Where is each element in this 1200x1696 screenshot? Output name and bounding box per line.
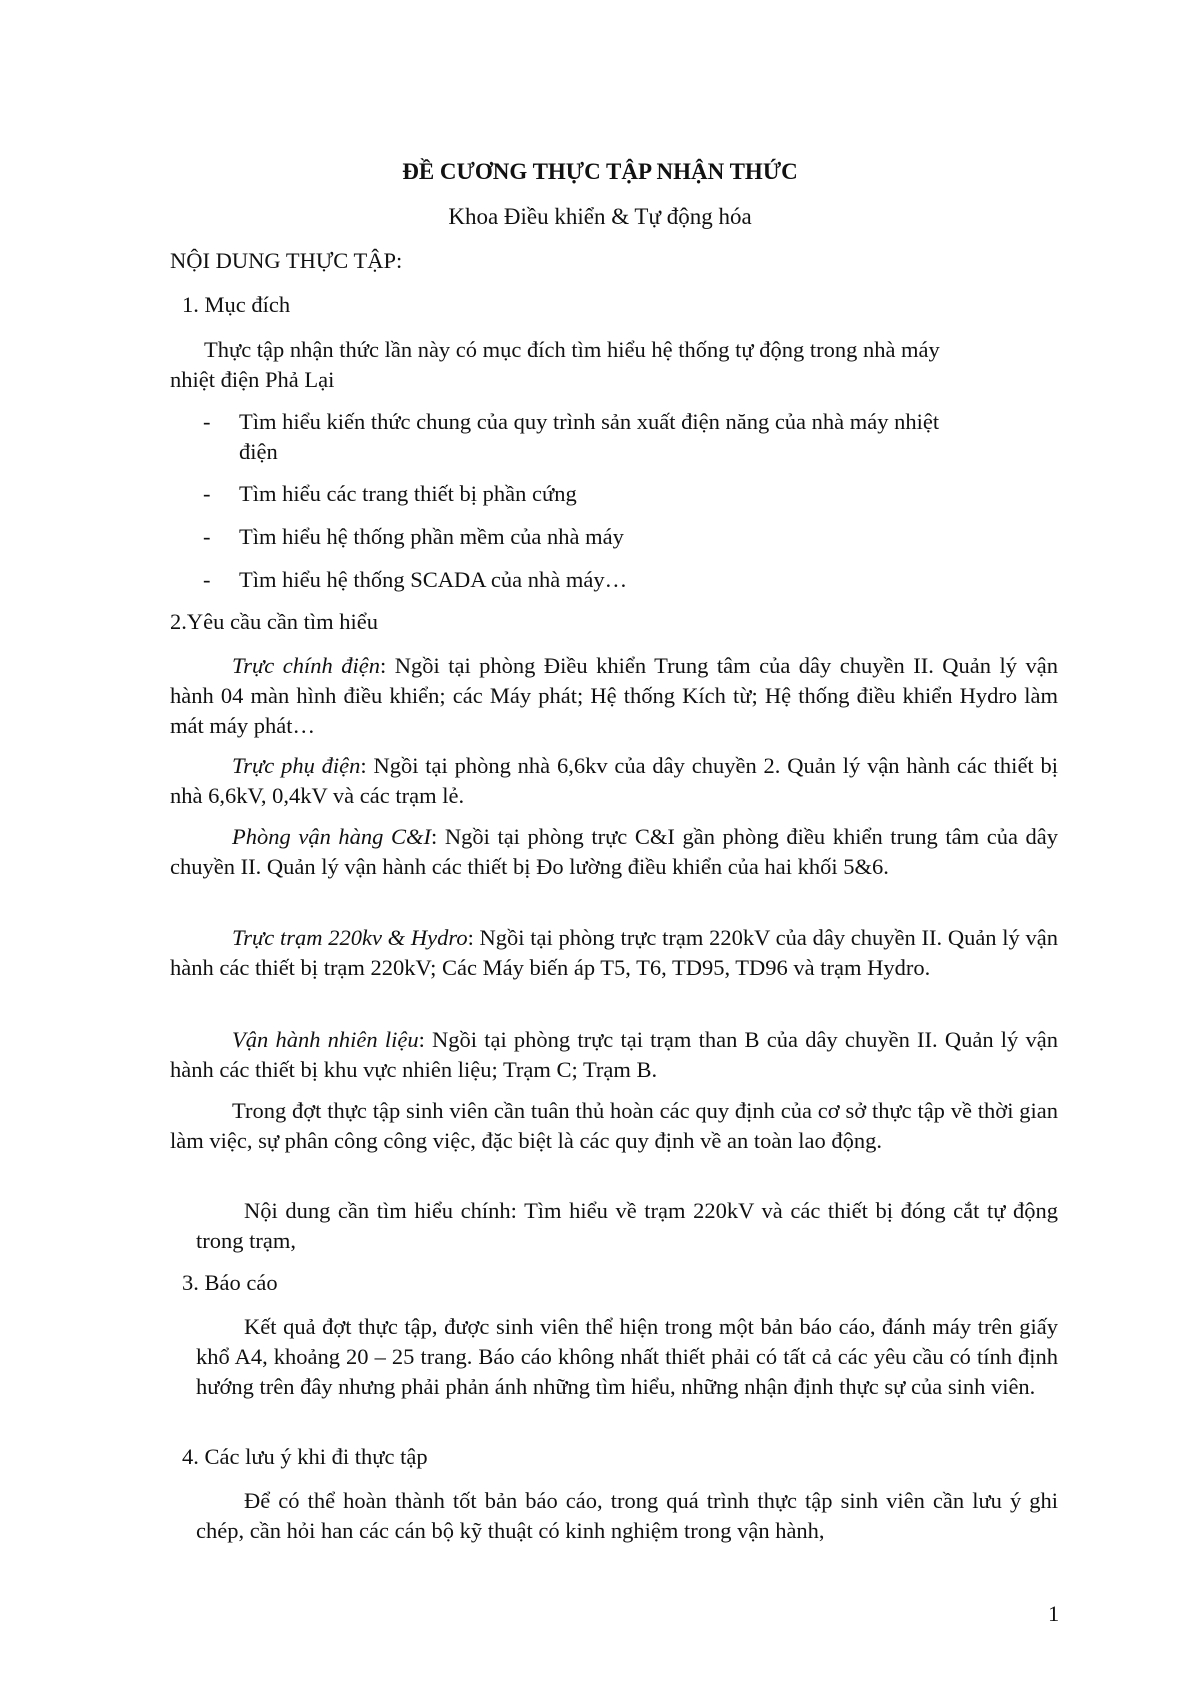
requirement-text: : Ngồi tại phòng Điều khiển Trung tâm của dây chuyền II. Quản lý vận hành 04 màn hình điều khiển; các Máy phát; Hệ thống Kích từ; Hệ thống điều khiển Hydro làm mát máy phát… (170, 653, 1058, 738)
bullet-text: Tìm hiểu hệ thống SCADA của nhà máy… (239, 567, 628, 592)
requirement-paragraph (170, 923, 1058, 983)
bullet-item (203, 522, 1073, 552)
bullet-text-cont: điện (239, 439, 278, 464)
requirement-text: : Ngồi tại phòng trực tại trạm than B của dây chuyền II. Quản lý vận hành các thiết bị khu vực nhiên liệu; Trạm C; Trạm B. (170, 1027, 1058, 1082)
requirement-label: Trực chính điện (232, 653, 380, 678)
requirement-label: Phòng vận hàng C&I (232, 824, 432, 849)
requirement-text: : Ngồi tại phòng trực trạm 220kV của dây chuyền II. Quản lý vận hành các thiết bị trạm 220kV; Các Máy biến áp T5, T6, TD95, TD96 và trạm Hydro. (170, 925, 1058, 980)
bullet-text: Tìm hiểu kiến thức chung của quy trình sản xuất điện năng của nhà máy nhiệt (239, 409, 940, 434)
section-heading: NỘI DUNG THỰC TẬP: (170, 248, 403, 273)
section-1-heading: 1. Mục đích (182, 292, 291, 317)
bullet-item (203, 565, 1073, 595)
section-3-paragraph: Kết quả đợt thực tập, được sinh viên thể hiện trong một bản báo cáo, đánh máy trên giấy khổ A4, khoảng 20 – 25 trang. Báo cáo không nhất thiết phải có tất cả các yêu cầu có tính định hướng trên đây nhưng phải phản ánh những tìm hiểu, những nhận định thực sự của sinh viên. (196, 1314, 1058, 1399)
bullet-dash: - (203, 481, 211, 506)
section-4-heading: 4. Các lưu ý khi đi thực tập (182, 1444, 428, 1469)
bullet-dash: - (203, 409, 211, 434)
section-1-intro-line1: Thực tập nhận thức lần này có mục đích tìm hiểu hệ thống tự động trong nhà máy (204, 337, 940, 362)
section-2-paragraph-1: Trong đợt thực tập sinh viên cần tuân thủ hoàn các quy định của cơ sở thực tập về thời gian làm việc, sự phân công công việc, đặc biệt là các quy định về an toàn lao động. (170, 1098, 1058, 1153)
document-subtitle: Khoa Điều khiển & Tự động hóa (448, 204, 752, 229)
requirement-text: : Ngồi tại phòng nhà 6,6kv của dây chuyền 2. Quản lý vận hành các thiết bị nhà 6,6kV, 0,4kV và các trạm lẻ. (170, 753, 1058, 808)
requirement-label: Trực phụ điện (232, 753, 361, 778)
document-title: ĐỀ CƯƠNG THỰC TẬP NHẬN THỨC (402, 159, 798, 184)
bullet-text: Tìm hiểu các trang thiết bị phần cứng (239, 481, 577, 506)
bullet-dash: - (203, 524, 211, 549)
requirement-paragraph (170, 1025, 1058, 1085)
requirement-label: Vận hành nhiên liệu (232, 1027, 419, 1052)
requirement-paragraph (170, 751, 1058, 811)
section-1-intro-line2: nhiệt điện Phả Lại (170, 367, 335, 392)
section-3-heading: 3. Báo cáo (182, 1270, 278, 1295)
bullet-text: Tìm hiểu hệ thống phần mềm của nhà máy (239, 524, 624, 549)
section-2-heading: 2.Yêu cầu cần tìm hiểu (170, 609, 379, 634)
requirement-paragraph (170, 651, 1058, 741)
requirement-label: Trực trạm 220kv & Hydro (232, 925, 468, 950)
requirement-text: : Ngồi tại phòng trực C&I gần phòng điều khiển trung tâm của dây chuyền II. Quản lý vận hành các thiết bị Đo lường điều khiển của hai khối 5&6. (170, 824, 1059, 879)
section-2-paragraph-2: Nội dung cần tìm hiểu chính: Tìm hiểu về trạm 220kV và các thiết bị đóng cắt tự động trong trạm, (196, 1198, 1058, 1253)
section-4-paragraph: Để có thể hoàn thành tốt bản báo cáo, trong quá trình thực tập sinh viên cần lưu ý ghi chép, cần hỏi han các cán bộ kỹ thuật có kinh nghiệm trong vận hành, (196, 1488, 1058, 1543)
bullet-item (203, 407, 1073, 467)
bullet-item (203, 479, 1073, 509)
bullet-dash: - (203, 567, 211, 592)
requirement-paragraph (170, 822, 1058, 882)
page-number: 1 (1048, 1601, 1060, 1626)
